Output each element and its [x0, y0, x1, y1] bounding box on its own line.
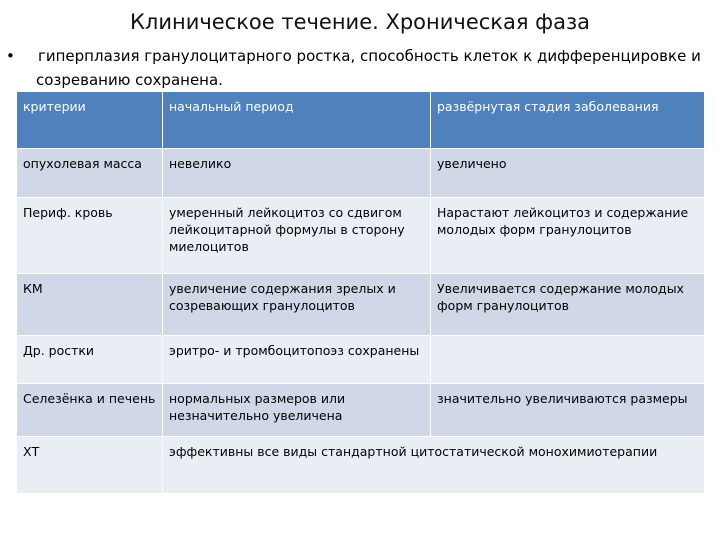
row-advanced-value: увеличено	[431, 149, 705, 198]
bullet-marker: •	[6, 47, 15, 65]
table-row	[17, 384, 705, 437]
header-cell-initial-period: начальный период	[163, 92, 431, 149]
table-row	[17, 274, 705, 336]
criteria-table	[16, 91, 705, 494]
table-row	[17, 198, 705, 274]
row-advanced-value: Нарастают лейкоцитоз и содержание молодых форм гранулоцитов	[431, 198, 705, 274]
header-cell-advanced-stage: развёрнутая стадия заболевания	[431, 92, 705, 149]
table-row	[17, 437, 705, 494]
row-initial-value: умеренный лейкоцитоз со сдвигом лейкоцитарной формулы в сторону миелоцитов	[163, 198, 431, 274]
header-cell-criteria: критерии	[17, 92, 163, 149]
row-criterion: КМ	[17, 274, 163, 336]
row-advanced-value: значительно увеличиваются размеры	[431, 384, 705, 437]
row-advanced-value	[431, 336, 705, 384]
table-row	[17, 336, 705, 384]
row-merged-value: эффективны все виды стандартной цитостатической монохимиотерапии	[163, 437, 705, 494]
row-initial-value: нормальных размеров или незначительно увеличена	[163, 384, 431, 437]
row-initial-value: эритро- и тромбоцитопоэз сохранены	[163, 336, 431, 384]
row-criterion: Периф. кровь	[17, 198, 163, 274]
row-criterion: Селезёнка и печень	[17, 384, 163, 437]
slide-title: Клиническое течение. Хроническая фаза	[129, 10, 591, 34]
row-criterion: опухолевая масса	[17, 149, 163, 198]
bullet-text: гиперплазия гранулоцитарного ростка, способность клеток к дифференцировке и созреванию сохранена.	[36, 47, 701, 89]
table-row	[17, 149, 705, 198]
row-initial-value: увеличение содержания зрелых и созревающих гранулоцитов	[163, 274, 431, 336]
row-criterion: Др. ростки	[17, 336, 163, 384]
bullet-point	[6, 44, 706, 92]
row-advanced-value: Увеличивается содержание молодых форм гранулоцитов	[431, 274, 705, 336]
row-criterion: ХТ	[17, 437, 163, 494]
row-initial-value: невелико	[163, 149, 431, 198]
table-header-row	[17, 92, 705, 149]
